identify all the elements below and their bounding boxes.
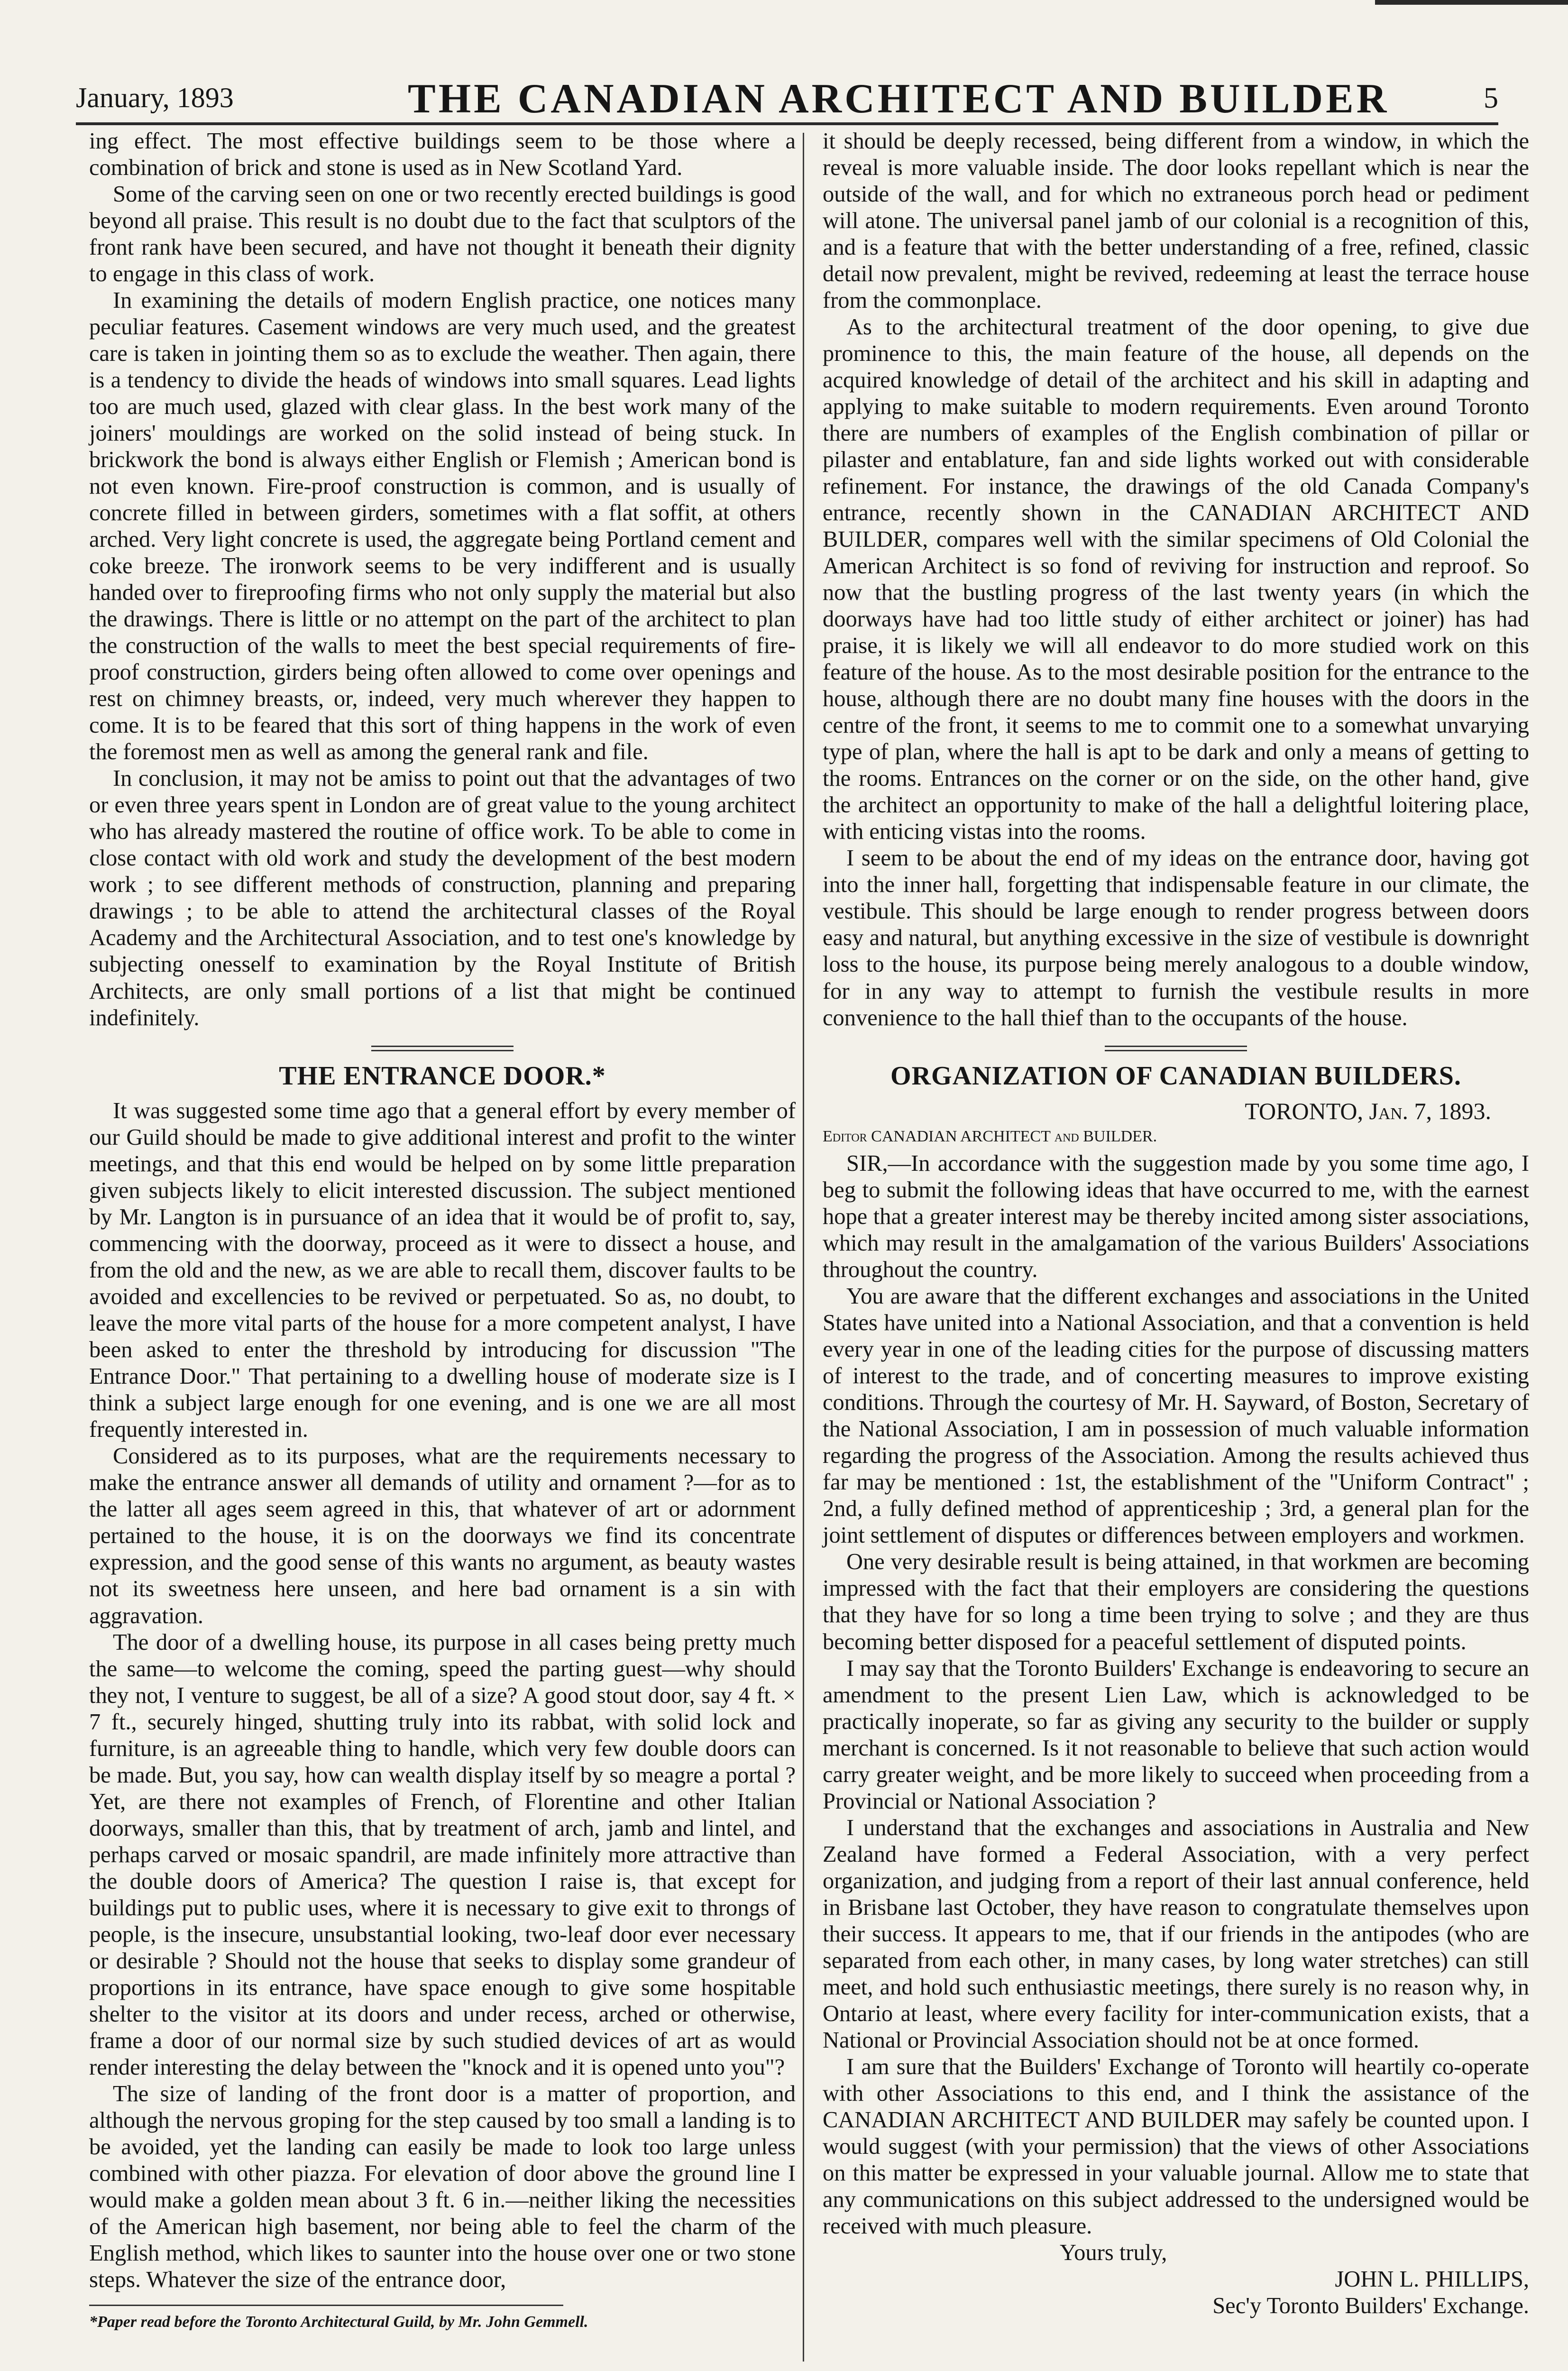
publication-title: THE CANADIAN ARCHITECT AND BUILDER <box>408 76 1390 122</box>
letter-paragraph: You are aware that the different exchanges and associations in the United States have united into a National Association, and that a convention is held every year in one of the leading cities for the purpose of discussing matters of interest to the trade, and of concerting measures to improve existing conditions. Through the courtesy of Mr. H. Sayward, of Boston, Secretary of the National Association, I am in possession of much valuable information regarding the progress of the Association. Among the results achieved thus far may be mentioned : 1st, the establishment of the "Uniform Contract" ; 2nd, a fully defined method of apprenticeship ; 3rd, a general plan for the joint settlement of disputes or differences between employers and workmen. <box>823 1284 1529 1548</box>
article-paragraph: Considered as to its purposes, what are the requirements necessary to make the entrance answer all demands of utility and ornament ?—for as to the latter all ages seem agreed in this, that whatever of art or adornment pertained to the house, it is on the doorways we find its concentrate expression, and the good sense of this wants no argument, as beauty wastes not its sweetness here unseen, and here bad ornament is a sin with aggravation. <box>89 1443 796 1628</box>
letter-paragraph: One very desirable result is being attained, in that workmen are becoming impressed with the fact that their employers are considering the questions that they have for so long a time been trying to solve ; and they are thus becoming better disposed for a peaceful settlement of disputed points. <box>823 1549 1529 1654</box>
article-paragraph: I seem to be about the end of my ideas on the entrance door, having got into the inner hall, forgetting that indispensable feature in our climate, the vestibule. This should be large enough to render progress between doors easy and natural, but anything excessive in the size of vestibule is downright loss to the house, its purpose being merely analogous to a double window, for in any way to attempt to furnish the vestibule results in more convenience to the hall thief than to the occupants of the house. <box>823 845 1529 1030</box>
article-paragraph: ing effect. The most effective buildings seem to be those where a combination of brick and stone is used as in New Scotland Yard. <box>89 129 796 181</box>
article-paragraph: The door of a dwelling house, its purpose in all cases being pretty much the same—to welcome the coming, speed the parting guest—why should they not, I venture to suggest, be all of a size? A good stout door, say 4 ft. × 7 ft., securely hinged, shutting truly into its rabbat, with solid lock and furniture, is an agreeable thing to handle, which very few double doors can be made. But, you say, how can wealth display itself by so meagre a portal ? Yet, are there not examples of French, of Florentine and other Italian doorways, smaller than this, that by treatment of arch, jamb and lintel, and perhaps carved or mosaic spandril, are made infinitely more attractive than the double doors of America? The question I raise is, that except for buildings put to public uses, where it is necessary to give exit to throngs of people, is the insecure, unsubstantial looking, two-leaf door ever necessary or desirable ? Should not the house that seeks to display some grandeur of proportions in its entrance, have space enough to give some hospitable shelter to the visitor at its doors and under recess, arched or otherwise, frame a door of our normal size by such studied devices of art as would render interesting the delay between the "knock and it is opened unto you"? <box>89 1629 796 2080</box>
footnote: *Paper read before the Toronto Architectural Guild, by Mr. John Gemmell. <box>89 2313 588 2331</box>
section-separator <box>1105 1046 1247 1051</box>
article-paragraph: As to the architectural treatment of the door opening, to give due prominence to this, the main feature of the house, all depends on the acquired knowledge of detail of the architect and his skill in adapting and applying to make suitable to modern requirements. Even around Toronto there are numbers of examples of the English combination of pillar or pilaster and entablature, fan and side lights worked out with considerable refinement. For instance, the drawings of the old Canada Company's entrance, recently shown in the CANADIAN ARCHITECT AND BUILDER, compares well with the similar specimens of Old Colonial the American Architect is so fond of reviving for instruction and reproof. So now that the bustling progress of the last twenty years (in which the doorways have had too little study of either architect or joiner) has had praise, it is likely we will all endeavor to do more studied work on this feature of the house. As to the most desirable position for the entrance to the house, although there are no doubt many fine houses with the doors in the centre of the front, it seems to me to commit one to a somewhat unvarying type of plan, where the hall is apt to be dark and only a means of getting to the rooms. Entrances on the corner or on the side, on the other hand, give the architect an opportunity to make of the hall a delightful loitering place, with enticing vistas into the rooms. <box>823 314 1529 845</box>
letter-address: Editor CANADIAN ARCHITECT and BUILDER. <box>823 1127 1157 1145</box>
signature-title: Sec'y Toronto Builders' Exchange. <box>1212 2293 1529 2318</box>
section-separator <box>371 1046 513 1051</box>
top-edge-rule <box>1375 0 1568 5</box>
entrance-door-heading: THE ENTRANCE DOOR.* <box>279 1061 606 1091</box>
article-paragraph: Some of the carving seen on one or two recently erected buildings is good beyond all praise. This result is no doubt due to the fact that sculptors of the front rank have been secured, and have not thought it beneath their dignity to engage in this class of work. <box>89 182 796 287</box>
article-paragraph: The size of landing of the front door is a matter of proportion, and although the nervous groping for the step caused by too small a landing is to be avoided, yet the landing can easily be made to look too large unless combined with other piazza. For elevation of door above the ground line I would make a golden mean about 3 ft. 6 in.—neither liking the necessities of the American high basement, nor being able to feel the charm of the English method, which likes to saunter into the house over one or two stone steps. Whatever the size of the entrance door, <box>89 2081 796 2292</box>
issue-date: January, 1893 <box>76 82 234 113</box>
article-paragraph: In examining the details of modern English practice, one notices many peculiar features. Casement windows are very much used, and the greatest care is taken in jointing them so as to exclude the weather. Then again, there is a tendency to divide the heads of windows into small squares. Lead lights too are much used, glazed with clear glass. In the best work many of the joiners' mouldings are worked on the solid instead of being stuck. In brickwork the bond is always either English or Flemish ; American bond is not even known. Fire-proof construction is common, and is usually of concrete filled in between girders, sometimes with a flat soffit, at others arched. Very light concrete is used, the aggregate being Portland cement and coke breeze. The ironwork seems to be very indifferent and is usually handed over to fireproofing firms who not only supply the material but also the drawings. There is little or no attempt on the part of the architect to plan the construction of the walls to meet the best special requirements of fire-proof construction, girders being often allowed to come over openings and rest on chimney breasts, or, indeed, very much wherever they happen to come. It is to be feared that this sort of thing happens in the work of even the foremost men as well as among the general rank and file. <box>89 288 796 765</box>
letter-paragraph: I understand that the exchanges and associations in Australia and New Zealand have formed a Federal Association, with a very perfect organization, and judging from a report of their last annual conference, held in Brisbane last October, they have reason to congratulate themselves upon their success. It appears to me, that if our friends in the antipodes (who are separated from each other, in many cases, by long water stretches) can still meet, and hold such enthusiastic meetings, there surely is no reason why, in Ontario at least, where every facility for inter-communication exists, that a National or Provincial Association should not be at once formed. <box>823 1815 1529 2053</box>
letter-dateline: TORONTO, Jan. 7, 1893. <box>1245 1098 1491 1125</box>
letter-paragraph: I may say that the Toronto Builders' Exchange is endeavoring to secure an amendment to the present Lien Law, which is acknowledged to be practically inoperate, so far as giving any security to the builder or supply merchant is concerned. Is it not reasonable to believe that such action would carry greater weight, and be more likely to succeed when proceeding from a Provincial or National Association ? <box>823 1655 1529 1814</box>
letter-closing: Yours truly, <box>1060 2240 1167 2265</box>
page-number: 5 <box>1484 82 1498 114</box>
left-column <box>89 128 796 2331</box>
column-divider <box>803 133 804 2362</box>
letter-paragraph: SIR,—In accordance with the suggestion made by you some time ago, I beg to submit the following ideas that have occurred to me, with the earnest hope that a greater interest may be thereby incited among sister associations, which may result in the amalgamation of the various Builders' Associations throughout the country. <box>823 1151 1529 1283</box>
organization-heading: ORGANIZATION OF CANADIAN BUILDERS. <box>890 1061 1461 1091</box>
masthead <box>76 71 1498 128</box>
article-paragraph: In conclusion, it may not be amiss to point out that the advantages of two or even three years spent in London are of great value to the young architect who has already mastered the routine of office work. To be able to come in close contact with old work and study the development of the best modern work ; to see different methods of construction, planning and preparing drawings ; to be able to attend the architectural classes of the Royal Academy and the Architectural Association, and to test one's knowledge by subjecting onesself to examination by the Royal Institute of British Architects, are only small portions of a list that might be continued indefinitely. <box>89 766 796 1030</box>
footnote-rule <box>89 2305 563 2306</box>
right-column <box>823 128 1529 2319</box>
article-paragraph: It was suggested some time ago that a general effort by every member of our Guild should be made to give additional interest and profit to the winter meetings, and that this end would be helped on by some little preparation given subjects likely to elicit interested discussion. The subject mentioned by Mr. Langton is in pursuance of an idea that it would be of profit to, say, commencing with the doorway, proceed as it were to dissect a house, and from the old and the new, as we are able to recall them, discover faults to be avoided and excellencies to be revived or perpetuated. So as, no doubt, to leave the more vital parts of the house for a more competent analyst, I have been asked to enter the threshold by introducing for discussion "The Entrance Door." That pertaining to a dwelling house of moderate size is I think a subject large enough for one evening, and is one we are all most frequently interested in. <box>89 1098 796 1443</box>
article-paragraph: it should be deeply recessed, being different from a window, in which the reveal is more valuable inside. The door looks repellant which is near the outside of the wall, and for which no extraneous porch head or pediment will atone. The universal panel jamb of our colonial is a recognition of this, and is a feature that with the better understanding of a free, refined, classic detail now prevalent, might be revived, redeeming at least the terrace house from the commonplace. <box>823 129 1529 313</box>
masthead-rule <box>76 122 1498 125</box>
letter-paragraph: I am sure that the Builders' Exchange of Toronto will heartily co-operate with other Associations to this end, and I think the assistance of the CANADIAN ARCHITECT AND BUILDER may safely be counted upon. I would suggest (with your permission) that the views of other Associations on this matter be expressed in your valuable journal. Allow me to state that any communications on this subject addressed to the undersigned would be received with much pleasure. <box>823 2054 1529 2239</box>
signature-name: JOHN L. PHILLIPS, <box>1335 2266 1529 2292</box>
